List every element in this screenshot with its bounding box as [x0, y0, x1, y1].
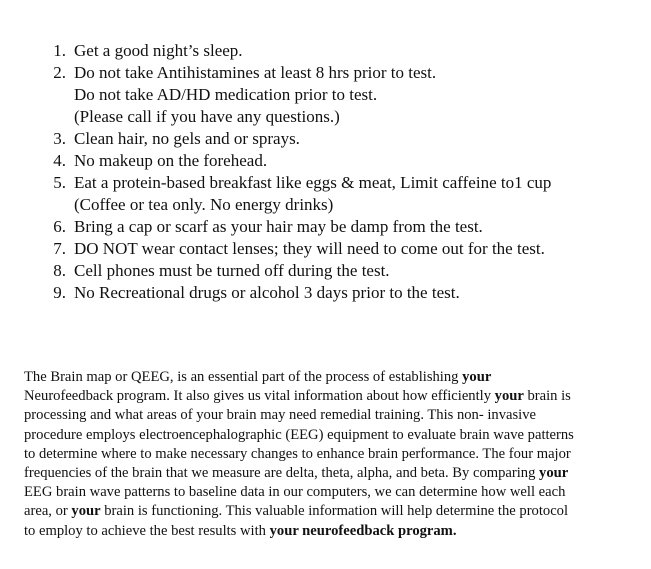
- paragraph-text: Neurofeedback program. It also gives us vital information about how efficiently: [24, 388, 495, 405]
- emphasis-text: your: [539, 465, 569, 482]
- paragraph-line: [24, 464, 636, 483]
- paragraph-line: [24, 368, 636, 387]
- paragraph-line: [24, 502, 636, 521]
- paragraph-text: processing and what areas of your brain may need remedial training. This non- invasive: [24, 407, 536, 424]
- instruction-text: Clean hair, no gels and or sprays.: [74, 129, 300, 148]
- paragraph-text: frequencies of the brain that we measure are delta, theta, alpha, and beta. By comparing: [24, 465, 540, 482]
- paragraph-text: area, or: [24, 503, 72, 520]
- paragraph-text: to determine where to make necessary changes to enhance brain performance. The four major: [24, 445, 571, 462]
- instruction-item: [40, 128, 640, 150]
- instruction-item: [40, 216, 640, 238]
- emphasis-text: your: [71, 503, 101, 520]
- paragraph-line: [24, 483, 636, 502]
- instruction-item: [40, 260, 640, 282]
- instruction-number: 3.: [53, 129, 66, 148]
- instruction-text: No Recreational drugs or alcohol 3 days prior to the test.: [74, 283, 460, 302]
- instruction-number: 9.: [53, 283, 66, 302]
- instruction-text: Get a good night’s sleep.: [74, 41, 243, 60]
- paragraph-text: The Brain map or QEEG, is an essential part of the process of establishing: [24, 369, 463, 385]
- paragraph-line: [24, 387, 636, 406]
- test-preparation-list: [40, 40, 640, 304]
- paragraph-text: brain is functioning. This valuable information will help determine the protocol: [100, 503, 569, 520]
- instruction-item: [40, 282, 640, 304]
- instruction-number: 8.: [53, 261, 66, 280]
- instruction-number: 4.: [53, 151, 66, 170]
- paragraph-text: EEG brain wave patterns to baseline data in our computers, we can determine how well each: [24, 484, 566, 501]
- emphasis-text: your: [494, 388, 524, 405]
- instruction-text: No makeup on the forehead.: [74, 151, 268, 170]
- instruction-text: Cell phones must be turned off during the test.: [74, 261, 390, 280]
- brain-map-description: [24, 368, 636, 541]
- paragraph-text: brain is: [523, 388, 571, 405]
- paragraph-line: [24, 522, 636, 541]
- instruction-text: Do not take Antihistamines at least 8 hrs prior to test.: [74, 63, 437, 82]
- instruction-item: [40, 172, 640, 216]
- emphasis-text: your: [462, 369, 492, 385]
- instruction-number: 2.: [53, 63, 66, 82]
- instruction-number: 5.: [53, 173, 66, 192]
- emphasis-text: your neurofeedback program.: [269, 522, 457, 539]
- instruction-item: [40, 238, 640, 260]
- instruction-item: [40, 40, 640, 62]
- paragraph-line: [24, 406, 636, 425]
- paragraph-line: [24, 445, 636, 464]
- paragraph-line: [24, 426, 636, 445]
- instruction-text: Do not take AD/HD medication prior to test.: [74, 85, 378, 104]
- instruction-text: Eat a protein-based breakfast like eggs & meat, Limit caffeine to1 cup: [74, 173, 552, 192]
- instruction-text: (Please call if you have any questions.): [74, 107, 340, 126]
- instruction-text: Bring a cap or scarf as your hair may be damp from the test.: [74, 217, 483, 236]
- instruction-number: 1.: [53, 41, 66, 60]
- instruction-text: (Coffee or tea only. No energy drinks): [74, 195, 334, 214]
- paragraph-text: procedure employs electroencephalographic (EEG) equipment to evaluate brain wave patterns: [24, 426, 574, 443]
- instruction-text: DO NOT wear contact lenses; they will need to come out for the test.: [74, 239, 545, 258]
- instruction-number: 6.: [53, 217, 66, 236]
- instruction-item: [40, 62, 640, 128]
- paragraph-text: to employ to achieve the best results with: [24, 522, 270, 539]
- instruction-item: [40, 150, 640, 172]
- instruction-number: 7.: [53, 239, 66, 258]
